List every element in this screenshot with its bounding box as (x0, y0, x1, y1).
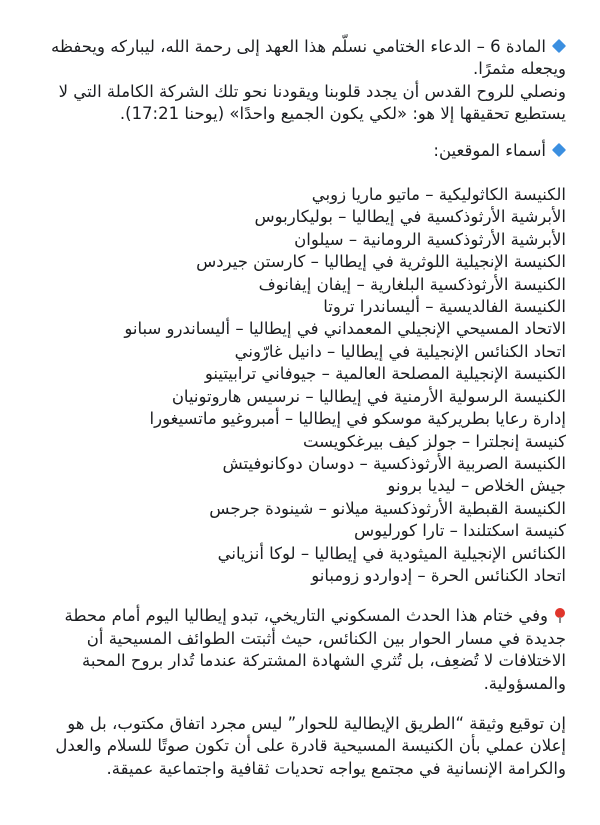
signatory-item: الأبرشية الأرثوذكسية في إيطاليا – بوليكاربوس (254, 207, 566, 227)
closing-text: وفي ختام هذا الحدث المسكوني التاريخي، تبدو إيطاليا اليوم أمام محطة جديدة في مسار الحوار بين الكنائس، حيث أثبتت الطوائف المسيحية أن الاختلافات لا تُضعِف، بل تُثري الشهادة المشتركة عندما تُدار بروح المحبة والمسؤولية. (64, 606, 566, 693)
small-blue-diamond-icon (552, 143, 566, 157)
signatory-item: اتحاد الكنائس الإنجيلية في إيطاليا – دانيل غارّوني (234, 341, 566, 361)
round-pushpin-icon (554, 608, 566, 622)
signatories-heading (40, 140, 566, 162)
article6-paragraph (40, 36, 566, 81)
signatory-item: الكنيسة الصربية الأرثوذكسية – دوسان دوكانوفيتش (222, 453, 566, 473)
signatory-item: إدارة رعايا بطريركية موسكو في إيطاليا – أمبروغيو ماتسيغورا (149, 409, 566, 429)
signatory-item: الكنيسة الرسولية الأرمنية في إيطاليا – نرسيس هاروتونيان (171, 386, 566, 406)
signatory-item: الاتحاد المسيحي الإنجيلي المعمداني في إيطاليا – أليساندرو سبانو (124, 319, 566, 339)
signatory-item: اتحاد الكنائس الحرة – إدواردو زومبانو (311, 565, 566, 585)
signatory-item: الكنيسة الإنجيلية اللوثرية في إيطاليا – كارستن جيردس (196, 252, 566, 272)
signatory-item: الكنيسة الإنجيلية المصلحة العالمية – جيوفاني ترابيتينو (204, 364, 566, 384)
signatories-heading-text: أسماء الموقعين: (433, 140, 546, 160)
signatory-item: الكنيسة الأرثوذكسية البلغارية – إيفان إيفانوف (258, 274, 566, 294)
document-signing-paragraph: إن توقيع وثيقة “الطريق الإيطالية للحوار” ليس مجرد اتفاق مكتوب، بل هو إعلان عملي بأن الكنيسة المسيحية قادرة على أن تكون صوتًا للسلام والعدل والكرامة الإنسانية في مجتمع يواجه تحديات ثقافية واجتماعية عميقة. (55, 713, 566, 778)
signatory-item: الأبرشية الأرثوذكسية الرومانية – سيلوان (294, 229, 566, 249)
signatory-item: كنيسة إنجلترا – جولز كيف بيرغكويست (302, 431, 566, 451)
signatory-item: كنيسة اسكتلندا – تارا كورليوس (354, 521, 566, 541)
signatory-item: الكنائس الإنجيلية الميثودية في إيطاليا – لوكا أنزياني (217, 543, 566, 563)
small-blue-diamond-icon (552, 39, 566, 53)
article6-text: المادة 6 – الدعاء الختامي نسلّم هذا العهد إلى رحمة الله، ليباركه ويحفظه ويجعله مثمرًا. (51, 37, 566, 79)
signatory-item: الكنيسة الفالديسية – أليساندرا تروتا (323, 297, 566, 317)
signatory-item: الكنيسة القبطية الأرثوذكسية ميلانو – شينودة جرجس (209, 498, 566, 518)
signatory-item: الكنيسة الكاثوليكية – ماتيو ماريا زوبي (311, 185, 566, 205)
closing-paragraph (40, 605, 566, 695)
signatory-item: جيش الخلاص – ليديا برونو (387, 476, 566, 496)
article6-prayer-paragraph: ونصلي للروح القدس أن يجدد قلوبنا ويقودنا نحو تلك الشركة الكاملة التي لا يستطيع تحقيقها إلا هو: «لكي يكون الجميع واحدًا» (يوحنا 17:21). (58, 81, 566, 124)
signatories-list (40, 184, 566, 587)
